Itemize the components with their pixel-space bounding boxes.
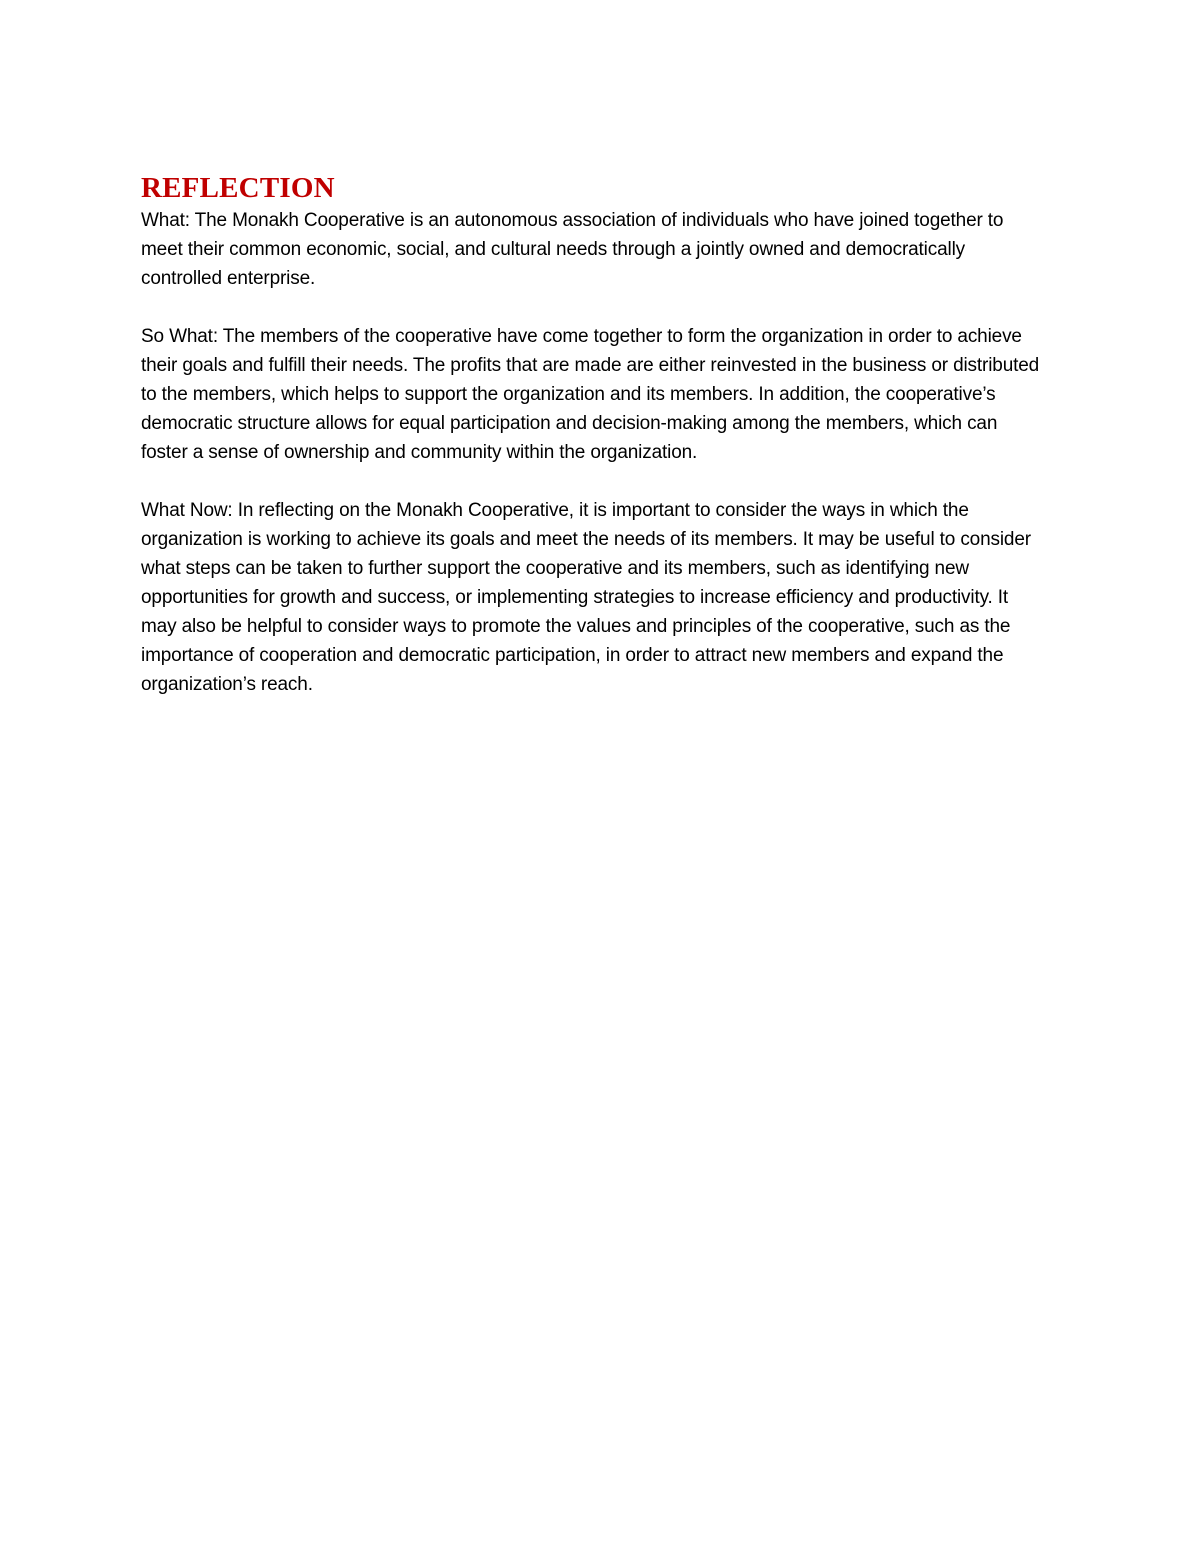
reflection-heading: REFLECTION xyxy=(141,172,335,204)
paragraph-what: What: The Monakh Cooperative is an autonomous association of individuals who have joined together to meet their common economic, social, and cultural needs through a jointly owned and democratically controlled enterprise. xyxy=(141,210,1004,289)
paragraph-so-what: So What: The members of the cooperative have come together to form the organization in order to achieve their goals and fulfill their needs. The profits that are made are either reinvested in the business or distributed to the members, which helps to support the organization and its members. In addition, the cooperative’s democratic structure allows for equal participation and decision-making among the members, which can foster a sense of ownership and community within the organization. xyxy=(141,326,1040,463)
document-body xyxy=(141,170,1041,699)
paragraph-what-now: What Now: In reflecting on the Monakh Cooperative, it is important to consider the ways in which the organization is working to achieve its goals and meet the needs of its members. It may be useful to consider what steps can be taken to further support the cooperative and its members, such as identifying new opportunities for growth and success, or implementing strategies to increase efficiency and productivity. It may also be helpful to consider ways to promote the values and principles of the cooperative, such as the importance of cooperation and democratic participation, in order to attract new members and expand the organization’s reach. xyxy=(141,500,1031,695)
